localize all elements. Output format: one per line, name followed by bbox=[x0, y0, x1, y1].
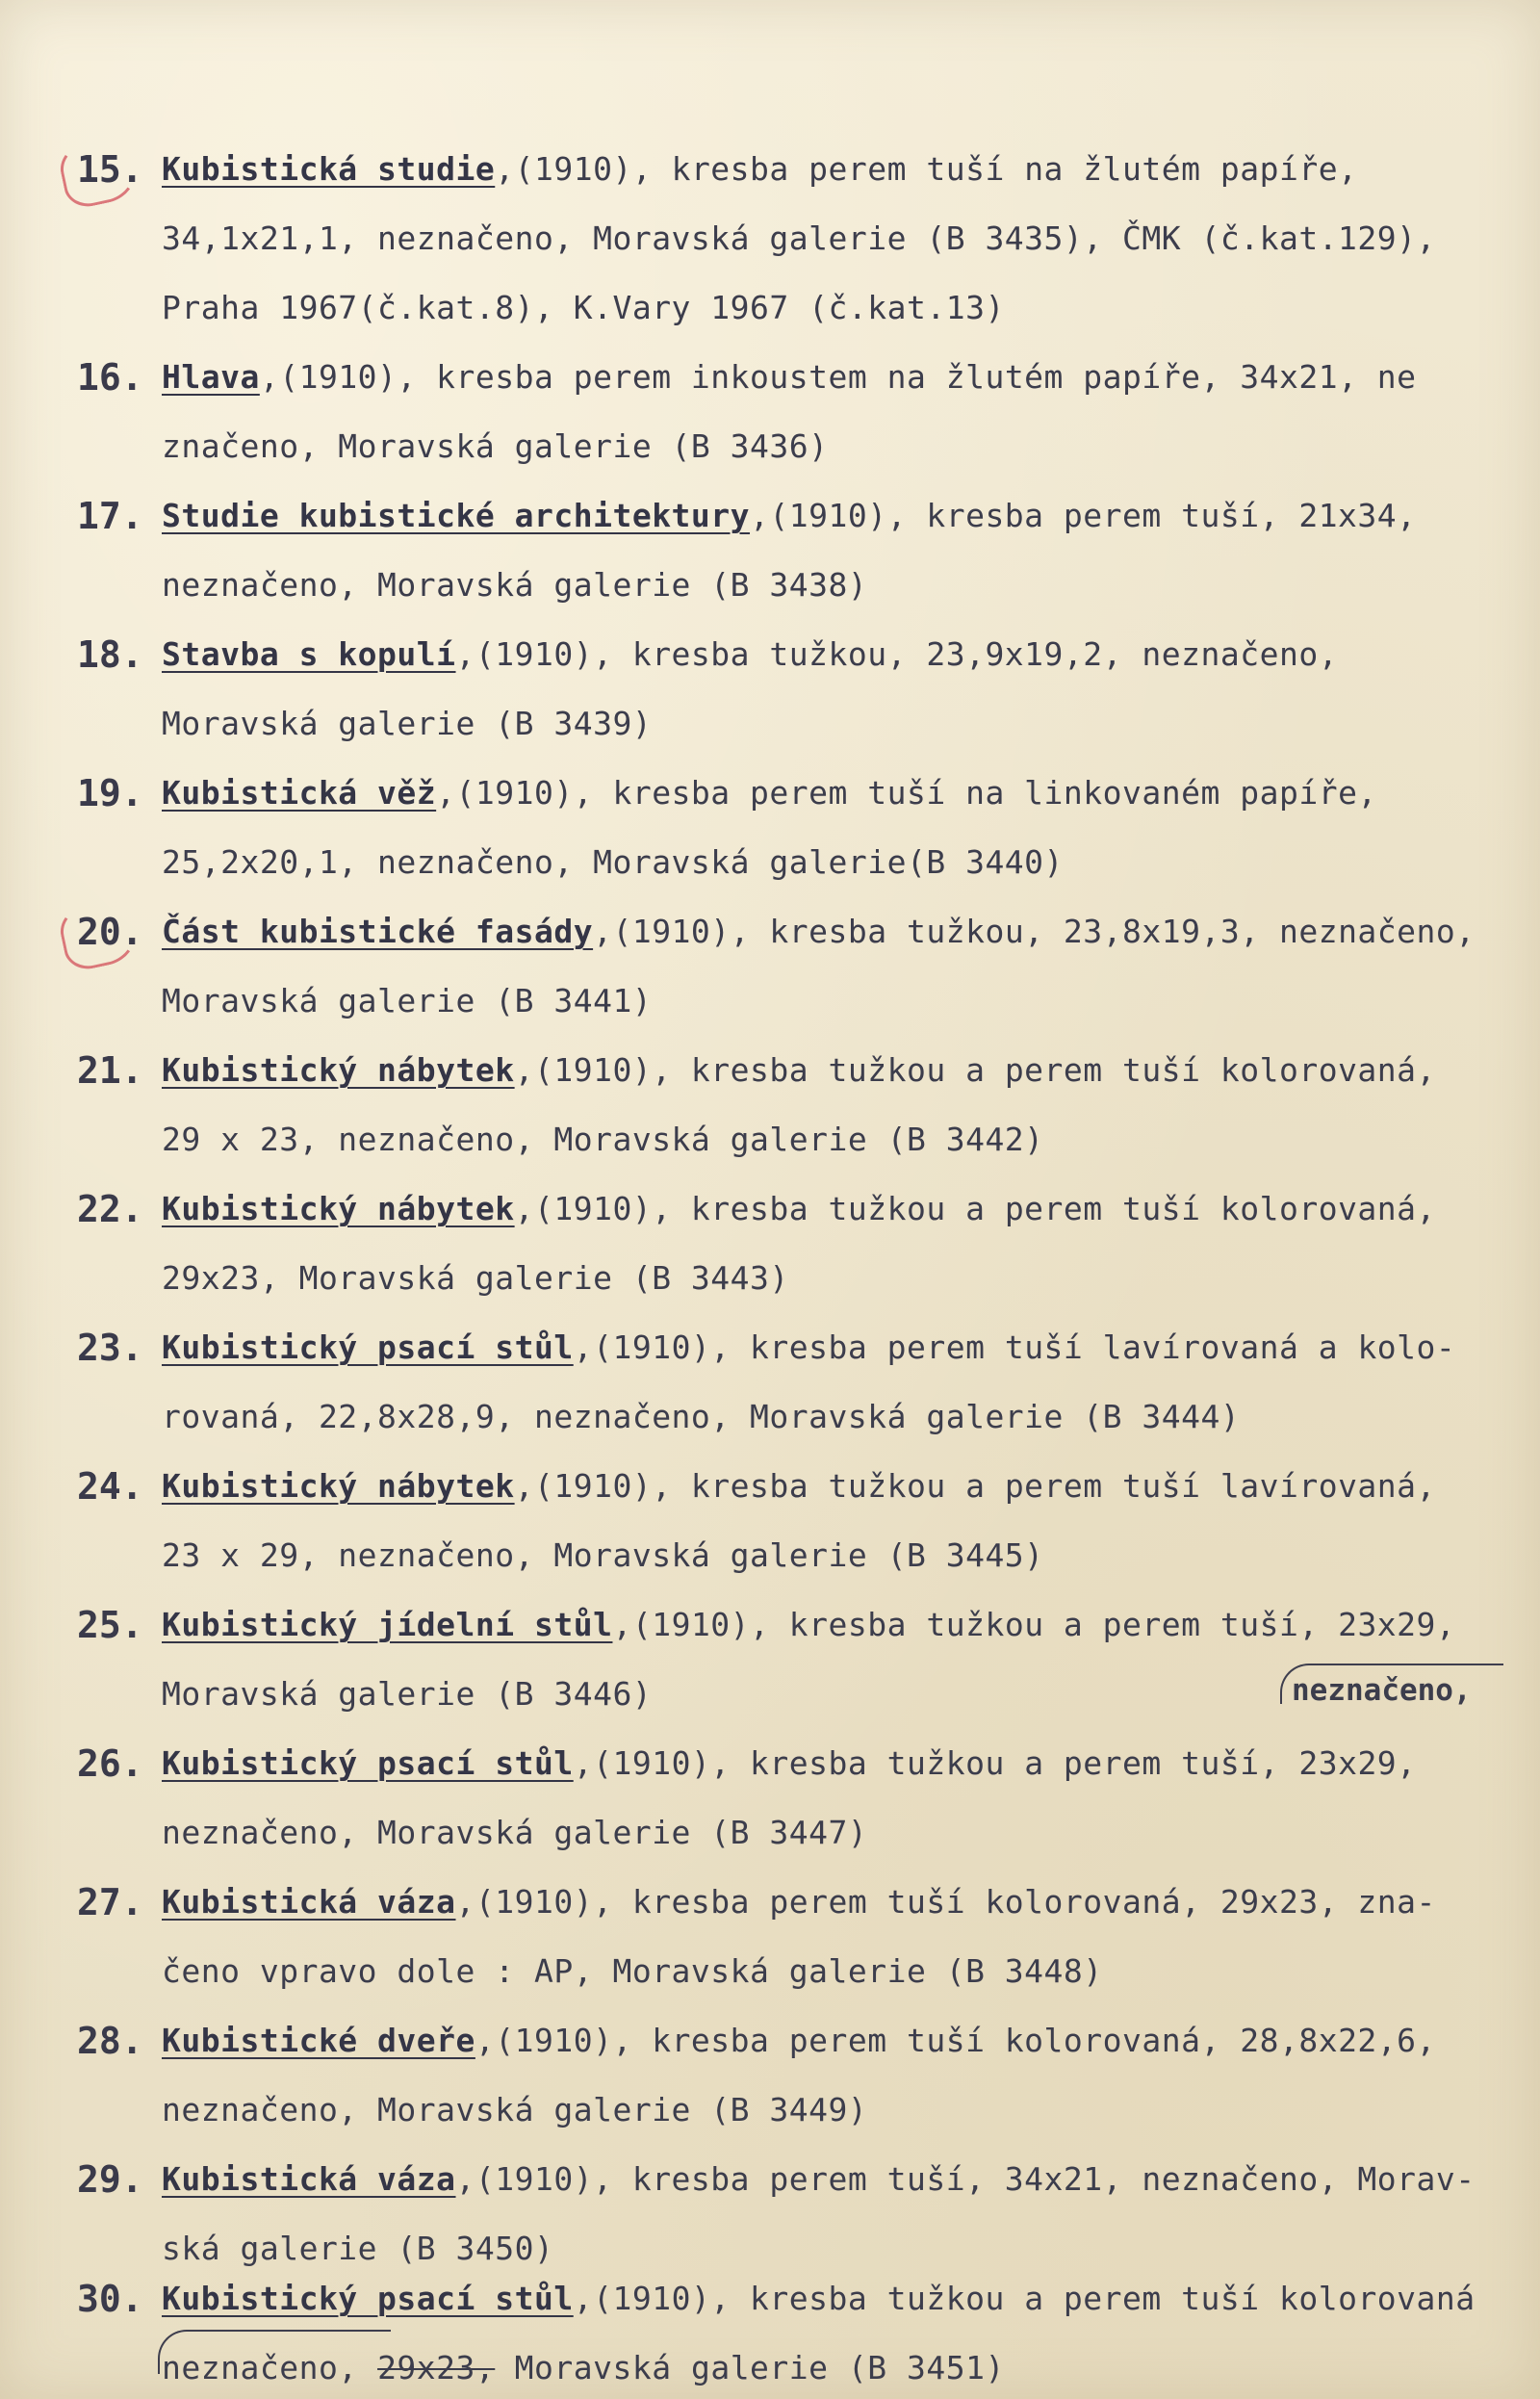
entry-title: Kubistická váza bbox=[162, 2160, 456, 2198]
entry-number: 26. bbox=[77, 1742, 143, 1785]
entry-text: Kubistická váza,(1910), kresba perem tuší kolorovaná, 29x23, zna- čeno vpravo dole : AP, Moravská galerie (B 3448) bbox=[162, 1883, 1436, 1990]
entry-title: Kubistický nábytek bbox=[162, 1051, 515, 1089]
entry-text: Kubistický nábytek,(1910), kresba tužkou a perem tuší lavírovaná, 23 x 29, neznačeno, Moravská galerie (B 3445) bbox=[162, 1467, 1436, 1574]
entry-title: Kubistický psací stůl bbox=[162, 1744, 574, 1782]
entry-number: 20. bbox=[77, 897, 164, 967]
entry-title: Kubistická váza bbox=[162, 1883, 456, 1921]
entry-title: Studie kubistické architektury bbox=[162, 497, 751, 534]
entry-number: 22. bbox=[77, 1188, 143, 1230]
entry-text: Kubistický psací stůl,(1910), kresba tužkou a perem tuší, 23x29, neznačeno, Moravská galerie (B 3447) bbox=[162, 1744, 1417, 1851]
entry-title: Stavba s kopulí bbox=[162, 635, 456, 673]
red-mark bbox=[56, 896, 141, 973]
red-mark bbox=[56, 134, 141, 211]
entry-number: 19. bbox=[77, 772, 143, 814]
entry-title: Kubistický jídelní stůl bbox=[162, 1606, 613, 1643]
entry-title: Kubistický nábytek bbox=[162, 1190, 515, 1227]
entry-title: Část kubistické fasády bbox=[162, 913, 594, 950]
entry-text: Kubistický psací stůl,(1910), kresba tužkou a perem tuší kolorovaná neznačeno, 29x23, Moravská galerie (B 3451) bbox=[162, 2280, 1476, 2386]
entry-title: Kubistické dveře bbox=[162, 2022, 475, 2059]
entry-text: Hlava,(1910), kresba perem inkoustem na žlutém papíře, 34x21, ne značeno, Moravská galerie (B 3436) bbox=[162, 358, 1417, 465]
entry-text: Kubistický nábytek,(1910), kresba tužkou a perem tuší kolorovaná, 29x23, Moravská galerie (B 3443) bbox=[162, 1190, 1436, 1297]
entry-text: Kubistická studie,(1910), kresba perem tuší na žlutém papíře, 34,1x21,1, neznačeno, Moravská galerie (B 3435), ČMK (č.kat.129), Praha 1967(č.kat.8), K.Vary 1967 (č.kat.13) bbox=[162, 150, 1436, 326]
entry-text: Část kubistické fasády,(1910), kresba tužkou, 23,8x19,3, neznačeno, Moravská galerie (B 3441) bbox=[162, 913, 1476, 1019]
entry-text: Stavba s kopulí,(1910), kresba tužkou, 23,9x19,2, neznačeno, Moravská galerie (B 3439) bbox=[162, 635, 1339, 742]
entry-number: 18. bbox=[77, 633, 143, 676]
entry-number: 27. bbox=[77, 1881, 143, 1923]
handwritten-bracket bbox=[158, 2330, 391, 2374]
entry-text: Kubistický psací stůl,(1910), kresba perem tuší lavírovaná a kolo- rovaná, 22,8x28,9, neznačeno, Moravská galerie (B 3444) bbox=[162, 1328, 1456, 1435]
entry-number: 24. bbox=[77, 1465, 143, 1508]
entry-number: 17. bbox=[77, 495, 143, 537]
entry-number: 28. bbox=[77, 2020, 143, 2062]
handwritten-insert: neznačeno, bbox=[1292, 1673, 1472, 1708]
entry-text: Studie kubistické architektury,(1910), kresba perem tuší, 21x34, neznačeno, Moravská galerie (B 3438) bbox=[162, 497, 1417, 604]
entry-number: 25. bbox=[77, 1604, 143, 1646]
entry-number: 30. bbox=[77, 2278, 143, 2320]
entry-title: Kubistický nábytek bbox=[162, 1467, 515, 1505]
entry-text: Kubistická váza,(1910), kresba perem tuší, 34x21, neznačeno, Morav- ská galerie (B 3450) bbox=[162, 2160, 1476, 2267]
entry-number: 21. bbox=[77, 1049, 143, 1092]
entry-title: Kubistická věž bbox=[162, 774, 437, 812]
entry-text: Kubistický jídelní stůl,(1910), kresba tužkou a perem tuší, 23x29, Moravská galerie (B 3446) bbox=[162, 1606, 1456, 1713]
entry-title: Kubistický psací stůl bbox=[162, 1328, 574, 1366]
entry-text: Kubistické dveře,(1910), kresba perem tuší kolorovaná, 28,8x22,6, neznačeno, Moravská galerie (B 3449) bbox=[162, 2022, 1436, 2128]
entry-title: Kubistický psací stůl bbox=[162, 2280, 574, 2317]
entry-number: 16. bbox=[77, 356, 143, 399]
entry-title: Kubistická studie bbox=[162, 150, 496, 188]
entry-text: Kubistická věž,(1910), kresba perem tuší na linkovaném papíře, 25,2x20,1, neznačeno, Moravská galerie(B 3440) bbox=[162, 774, 1377, 881]
entry-title: Hlava bbox=[162, 358, 260, 396]
entry-text: Kubistický nábytek,(1910), kresba tužkou a perem tuší kolorovaná, 29 x 23, neznačeno, Moravská galerie (B 3442) bbox=[162, 1051, 1436, 1158]
entry-number: 15. bbox=[77, 135, 164, 204]
entry-number: 29. bbox=[77, 2158, 143, 2201]
entry-number: 23. bbox=[77, 1327, 143, 1369]
struck-dimensions: 29x23, bbox=[377, 2349, 496, 2386]
